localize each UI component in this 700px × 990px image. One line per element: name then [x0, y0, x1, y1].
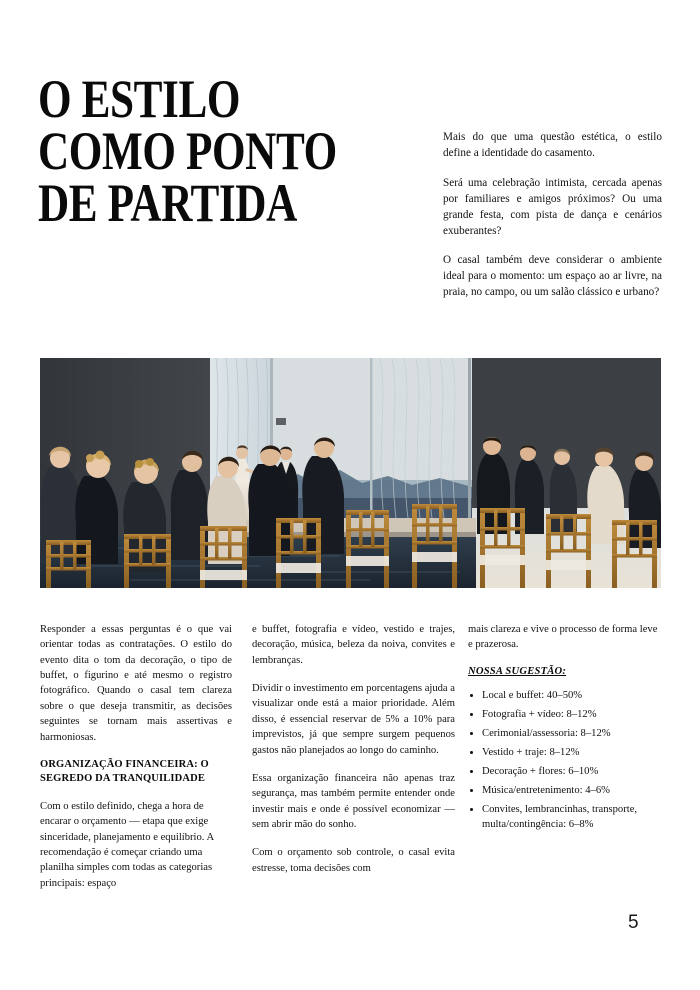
- body-paragraph: Responder a essas perguntas é o que vai orientar todas as contratações. O estilo do evento dita o tom da decoração, o tipo de buffet, o figurino e até mesmo o registro fotográfico. Quando o casal tem clareza sobre o que deseja transmitir, as decisões seguintes se tornam mais assertivas e harmoniosas.: [40, 624, 232, 743]
- intro-paragraph: Mais do que uma questão estética, o estilo define a identidade do casamento.: [443, 131, 662, 159]
- section-subheading: ORGANIZAÇÃO FINANCEIRA: O SEGREDO DA TRANQUILIDADE: [40, 758, 209, 785]
- body-paragraph: Com o orçamento sob controle, o casal evita estresse, toma decisões com: [252, 847, 455, 874]
- body-column-2: [252, 622, 455, 889]
- list-item: Decoração + flores: 6–10%: [468, 764, 662, 779]
- column-1-intro-block: [40, 622, 232, 745]
- headline-line-2: COMO PONTO: [38, 120, 337, 181]
- suggestion-title: NOSSA SUGESTÃO:: [468, 665, 567, 677]
- headline-line-1: O ESTILO: [38, 69, 241, 129]
- column-3-intro-block: [468, 622, 662, 653]
- body-column-1: [40, 622, 232, 904]
- intro-text-block: [443, 130, 662, 301]
- photo-illustration: [40, 358, 661, 588]
- list-item: Cerimonial/assessoria: 8–12%: [468, 726, 662, 741]
- budget-breakdown-list: [468, 688, 662, 832]
- intro-paragraph: Será uma celebração intimista, cercada apenas por familiares e amigos próximos? Ou uma grande festa, com pista de dança e cenários exuberantes?: [443, 176, 662, 237]
- body-column-3: [468, 622, 662, 836]
- list-item: Fotografia + vídeo: 8–12%: [468, 707, 662, 722]
- body-paragraph: Essa organização financeira não apenas traz segurança, mas também permite entender onde investir mais e onde é possível economizar — sem abrir mão do sonho.: [252, 772, 455, 830]
- page-number: 5: [628, 912, 639, 933]
- list-item: Vestido + traje: 8–12%: [468, 745, 662, 760]
- list-item: Local e buffet: 40–50%: [468, 688, 662, 703]
- page-title: [38, 69, 408, 233]
- wedding-ceremony-photo: [40, 358, 661, 588]
- body-paragraph: e buffet, fotografia e vídeo, vestido e trajes, decoração, música, beleza da noiva, convites e lembranças.: [252, 624, 455, 666]
- list-item: Convites, lembrancinhas, transporte, multa/contingência: 6–8%: [468, 802, 662, 832]
- body-paragraph: Com o estilo definido, chega a hora de encarar o orçamento — etapa que exige sinceridade, planejamento e equilíbrio. A recomendação é começar criando uma planilha simples com todas as categorias principais: espaço: [40, 800, 214, 889]
- headline-line-3: DE PARTIDA: [38, 172, 297, 233]
- body-paragraph: mais clareza e vive o processo de forma leve e prazerosa.: [468, 624, 658, 651]
- body-paragraph: Dividir o investimento em porcentagens ajuda a visualizar onde está a maior prioridade. Além disso, é essencial reservar de 5% a 10% para imprevistos, já que sempre surgem pequenos gastos não planejados ao longo do caminho.: [252, 683, 455, 756]
- list-item: Música/entretenimento: 4–6%: [468, 783, 662, 798]
- intro-paragraph: O casal também deve considerar o ambiente ideal para o momento: um espaço ao ar livre, na praia, no campo, ou um salão clássico e urbano?: [443, 254, 662, 299]
- column-1-after-block: [40, 799, 232, 891]
